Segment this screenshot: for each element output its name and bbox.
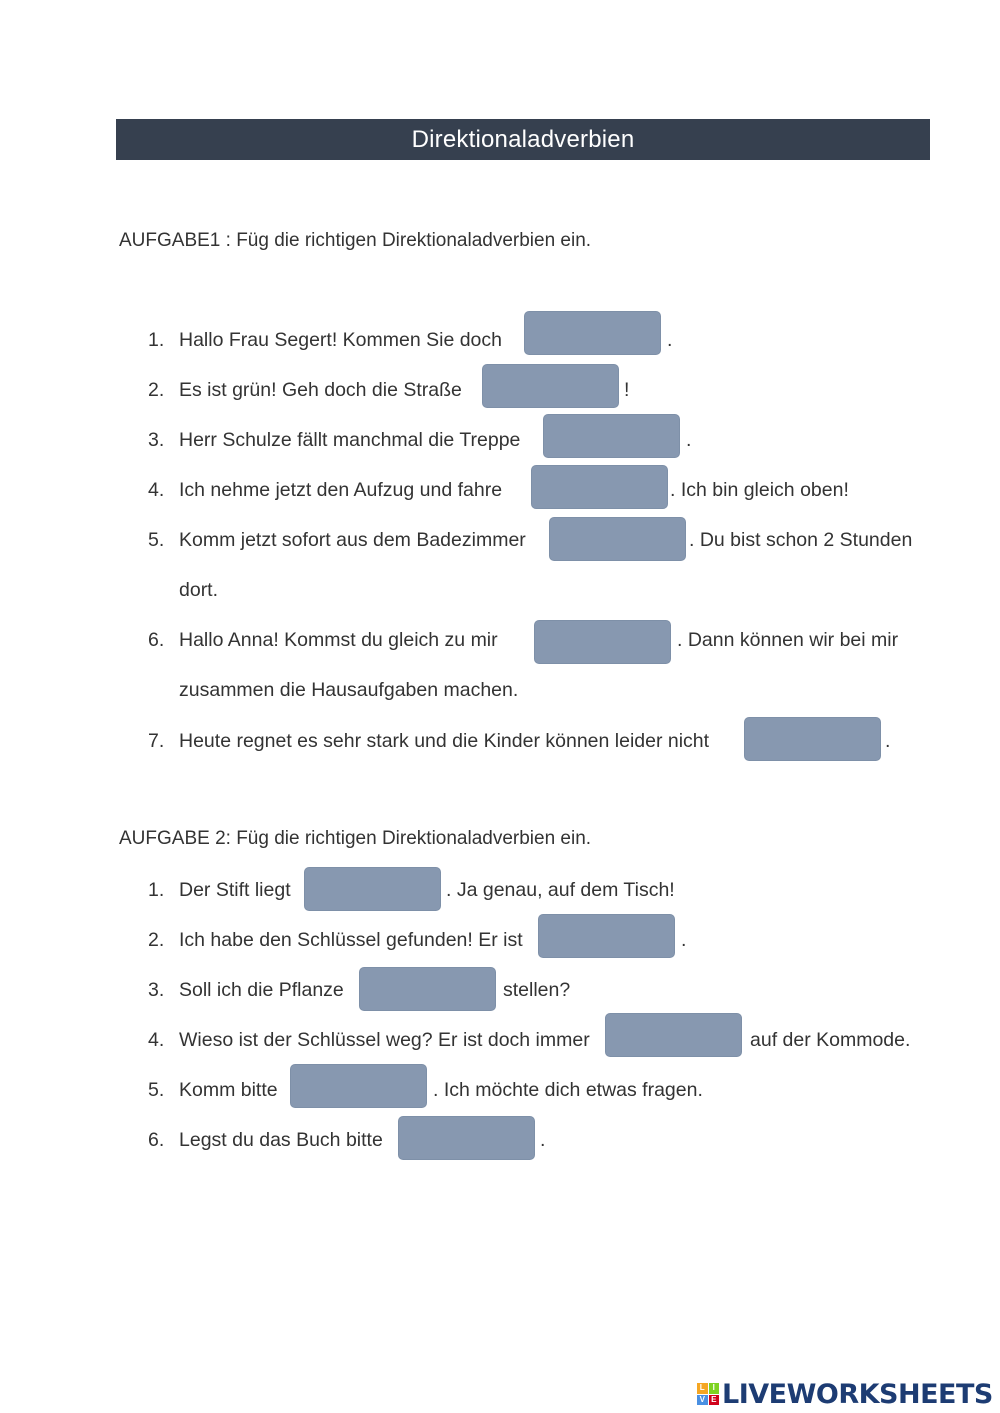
task2-item-5-text-after: . Ich möchte dich etwas fragen. [433, 1079, 703, 1101]
task1-item-6-text-continuation: zusammen die Hausaufgaben machen. [179, 679, 519, 701]
task2-item-5-blank[interactable] [290, 1064, 427, 1108]
task1-heading: AUFGABE1 : Füg die richtigen Direktionaladverbien ein. [119, 230, 592, 251]
task2-item-3-blank[interactable] [359, 967, 496, 1011]
task2-item-1-blank[interactable] [304, 867, 441, 911]
task1-item-3-text-before: Herr Schulze fällt manchmal die Treppe [179, 429, 521, 451]
task1-item-4-text-before: Ich nehme jetzt den Aufzug und fahre [179, 479, 503, 501]
task1-item-5-text-before: Komm jetzt sofort aus dem Badezimmer [179, 529, 526, 551]
task1-item-3-text-after: . [686, 429, 692, 451]
task1-item-2-number: 2. [148, 379, 165, 401]
task2-item-1-text-before: Der Stift liegt [179, 879, 291, 901]
logo-tile: V [697, 1395, 708, 1406]
task1-item-1-blank[interactable] [524, 311, 661, 355]
page-title: Direktionaladverbien [116, 119, 930, 160]
task1-item-6-text-after: . Dann können wir bei mir [677, 629, 899, 651]
task2-item-2-text-after: . [681, 929, 687, 951]
task1-item-6-blank[interactable] [534, 620, 671, 664]
task2-item-1-number: 1. [148, 879, 165, 901]
logo-tile: I [709, 1383, 720, 1394]
task1-item-6-number: 6. [148, 629, 165, 651]
task1-item-1-text-before: Hallo Frau Segert! Kommen Sie doch [179, 329, 502, 351]
task1-item-2-text-before: Es ist grün! Geh doch die Straße [179, 379, 462, 401]
task2-item-2-number: 2. [148, 929, 165, 951]
task2-item-4-text-before: Wieso ist der Schlüssel weg? Er ist doch immer [179, 1029, 590, 1051]
task1-item-5-number: 5. [148, 529, 165, 551]
task2-item-3-text-after: stellen? [503, 979, 571, 1001]
logo-text: LIVEWORKSHEETS [722, 1378, 993, 1410]
logo-tiles-icon [697, 1383, 719, 1405]
task1-item-5-text-continuation: dort. [179, 579, 219, 601]
task2-item-6-blank[interactable] [398, 1116, 535, 1160]
task2-item-4-blank[interactable] [605, 1013, 742, 1057]
task1-item-1-number: 1. [148, 329, 165, 351]
task2-item-1-text-after: . Ja genau, auf dem Tisch! [446, 879, 675, 901]
task2-item-4-text-after: auf der Kommode. [750, 1029, 911, 1051]
task1-item-5-blank[interactable] [549, 517, 686, 561]
task1-item-7-blank[interactable] [744, 717, 881, 761]
task2-heading: AUFGABE 2: Füg die richtigen Direktionaladverbien ein. [119, 828, 592, 849]
task2-item-2-blank[interactable] [538, 914, 675, 958]
task2-item-6-text-after: . [540, 1129, 546, 1151]
task1-item-1-text-after: . [667, 329, 673, 351]
logo-tile: L [697, 1383, 708, 1394]
task2-item-5-text-before: Komm bitte [179, 1079, 278, 1101]
task1-item-4-blank[interactable] [531, 465, 668, 509]
task1-item-6-text-before: Hallo Anna! Kommst du gleich zu mir [179, 629, 498, 651]
task1-item-4-number: 4. [148, 479, 165, 501]
task1-item-3-blank[interactable] [543, 414, 680, 458]
task1-item-7-text-after: . [885, 730, 891, 752]
task1-item-7-text-before: Heute regnet es sehr stark und die Kinder können leider nicht [179, 730, 710, 752]
logo-tile: E [709, 1395, 720, 1406]
task2-item-5-number: 5. [148, 1079, 165, 1101]
task1-item-4-text-after: . Ich bin gleich oben! [670, 479, 849, 501]
task2-item-4-number: 4. [148, 1029, 165, 1051]
task1-item-3-number: 3. [148, 429, 165, 451]
task1-item-2-blank[interactable] [482, 364, 619, 408]
task1-item-5-text-after: . Du bist schon 2 Stunden [689, 529, 913, 551]
task1-item-7-number: 7. [148, 730, 165, 752]
task2-item-6-text-before: Legst du das Buch bitte [179, 1129, 383, 1151]
task1-item-2-text-after: ! [624, 379, 630, 401]
liveworksheets-logo[interactable] [697, 1378, 993, 1410]
task2-item-3-number: 3. [148, 979, 165, 1001]
task2-item-6-number: 6. [148, 1129, 165, 1151]
task2-item-2-text-before: Ich habe den Schlüssel gefunden! Er ist [179, 929, 523, 951]
task2-item-3-text-before: Soll ich die Pflanze [179, 979, 344, 1001]
